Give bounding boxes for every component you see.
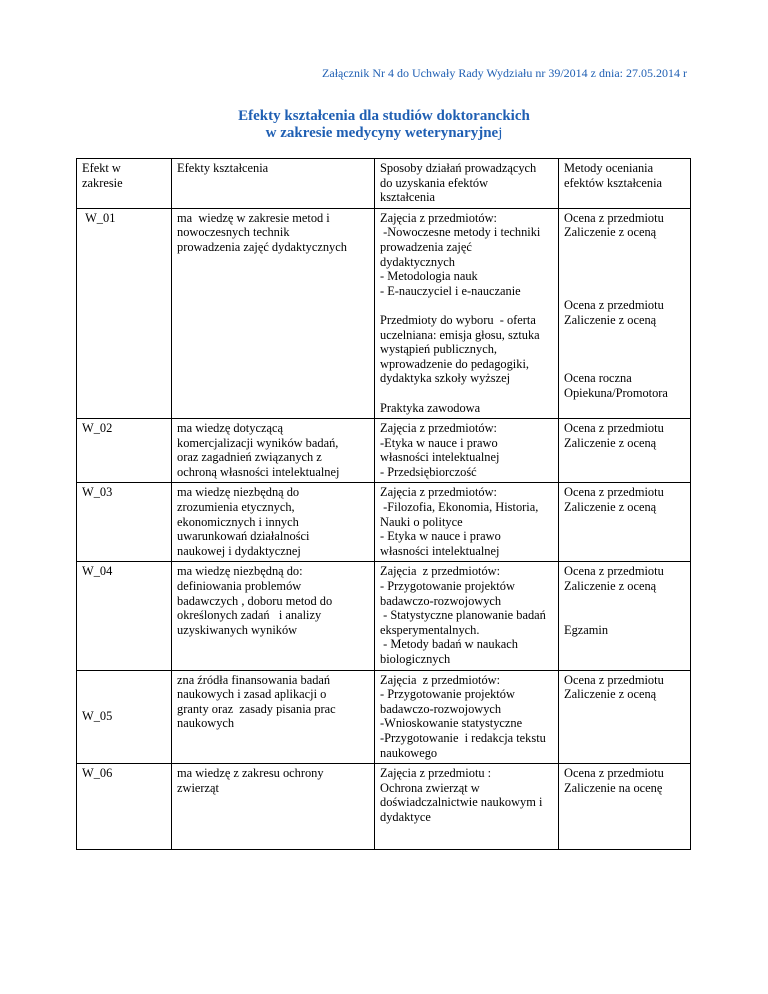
effect-text: ochroną własności intelektualnej xyxy=(177,464,340,479)
methods-text: naukowego xyxy=(380,745,438,760)
assessment-text: Ocena z przedmiotu xyxy=(564,766,664,781)
row-code xyxy=(77,670,172,764)
assessment-text: Ocena z przedmiotu xyxy=(564,672,664,687)
document-title xyxy=(0,108,768,142)
effect-text: ma wiedzę w zakresie metod i xyxy=(177,210,330,225)
table-row xyxy=(77,419,691,483)
table-row xyxy=(77,208,691,418)
assessment-text: Ocena z przedmiotu xyxy=(564,210,664,225)
effect-text: prowadzenia zajęć dydaktycznych xyxy=(177,239,347,254)
methods-text: dydaktyce xyxy=(380,809,431,824)
methods-text: Zajęcia z przedmiotów: xyxy=(380,210,497,225)
effect-text: zrozumienia etycznych, xyxy=(177,500,295,515)
title-line-1: Efekty kształcenia dla studiów doktoranckich xyxy=(238,108,530,124)
effect-text: ma wiedzę niezbędną do: xyxy=(177,564,303,579)
methods-text: uczelniana: emisja głosu, sztuka xyxy=(380,327,540,342)
row-effect xyxy=(172,562,375,670)
methods-text: Zajęcia z przedmiotów: xyxy=(380,421,497,436)
assessment-text: Egzamin xyxy=(564,622,609,637)
table-row xyxy=(77,764,691,850)
title-line-2 xyxy=(0,125,768,142)
effect-text: naukowej i dydaktycznej xyxy=(177,543,301,558)
table-row xyxy=(77,670,691,764)
effect-text: określonych zadań i analizy xyxy=(177,608,322,623)
header-text: Efekty kształcenia xyxy=(177,161,269,175)
table-row xyxy=(77,562,691,670)
assessment-text: Opiekuna/Promotora xyxy=(564,385,668,400)
methods-text: Praktyka zawodowa xyxy=(380,400,481,415)
methods-text: dydaktycznych xyxy=(380,254,456,269)
header-text: do uzyskania efektów xyxy=(380,175,489,190)
methods-text: -Nowoczesne metody i techniki xyxy=(380,225,541,240)
row-code xyxy=(77,419,172,483)
table-row xyxy=(77,483,691,562)
effect-text: zwierząt xyxy=(177,780,219,795)
methods-text: -Przygotowanie i redakcja tekstu xyxy=(380,730,546,745)
effect-text: uwarunkowań działalności xyxy=(177,529,310,544)
methods-text: Zajęcia z przedmiotu : xyxy=(380,766,492,781)
header-text: Sposoby działań prowadzących xyxy=(380,161,537,175)
methods-text: - Przygotowanie projektów xyxy=(380,579,515,594)
assessment-text: Zaliczenie z oceną xyxy=(564,225,657,240)
assessment-text: Ocena z przedmiotu xyxy=(564,421,664,436)
assessment-text: Ocena z przedmiotu xyxy=(564,564,664,579)
effect-text: oraz zagadnień związanych z xyxy=(177,450,322,465)
effect-text: granty oraz zasady pisania prac xyxy=(177,701,336,716)
effect-text: nowoczesnych technik xyxy=(177,225,290,240)
row-effect xyxy=(172,670,375,764)
row-assessment xyxy=(559,208,691,418)
row-code xyxy=(77,208,172,418)
effect-text: ma wiedzę dotyczącą xyxy=(177,421,283,436)
methods-text: doświadczalnictwie naukowym i xyxy=(380,795,543,810)
methods-text: Ochrona zwierząt w xyxy=(380,780,480,795)
assessment-text: Zaliczenie z oceną xyxy=(564,500,657,515)
effect-text: badawczych , doboru metod do xyxy=(177,593,333,608)
row-methods xyxy=(375,670,559,764)
code-text: W_05 xyxy=(82,709,113,724)
learning-outcomes-table xyxy=(76,158,691,850)
effect-text: ekonomicznych i innych xyxy=(177,514,299,529)
row-methods xyxy=(375,419,559,483)
header-text: zakresie xyxy=(82,175,123,190)
effect-text: ma wiedzę z zakresu ochrony xyxy=(177,766,324,781)
effect-text: naukowych i zasad aplikacji o xyxy=(177,687,327,702)
row-code xyxy=(77,764,172,850)
methods-text: Zajęcia z przedmiotów: xyxy=(380,564,501,579)
header-text: Metody oceniania xyxy=(564,161,654,175)
effect-text: definiowania problemów xyxy=(177,579,302,594)
row-assessment xyxy=(559,764,691,850)
row-methods xyxy=(375,208,559,418)
methods-text: - Metody badań w naukach xyxy=(380,637,518,652)
row-assessment xyxy=(559,562,691,670)
methods-text: - Przedsiębiorczość xyxy=(380,464,477,479)
effect-text: uzyskiwanych wyników xyxy=(177,622,298,637)
row-effect xyxy=(172,483,375,562)
assessment-text: Ocena z przedmiotu xyxy=(564,485,664,500)
title-line-2-tail: j xyxy=(498,125,503,141)
methods-text: Zajęcia z przedmiotów: xyxy=(380,485,497,500)
effect-text: komercjalizacji wyników badań, xyxy=(177,435,339,450)
methods-text: badawczo-rozwojowych xyxy=(380,593,502,608)
title-line-2-main: w zakresie medycyny weterynaryjne xyxy=(265,125,499,141)
attachment-note: Załącznik Nr 4 do Uchwały Rady Wydziału nr 39/2014 z dnia: 27.05.2014 r xyxy=(322,66,687,80)
methods-text: - Etyka w nauce i prawo xyxy=(380,529,501,544)
methods-text: -Etyka w nauce i prawo xyxy=(380,435,498,450)
methods-text: Nauki o polityce xyxy=(380,514,463,529)
effect-text: zna źródła finansowania badań xyxy=(177,672,331,687)
code-text: W_03 xyxy=(82,485,113,500)
assessment-text: Ocena z przedmiotu xyxy=(564,298,664,313)
methods-text: biologicznych xyxy=(380,652,451,666)
methods-text: Zajęcia z przedmiotów: xyxy=(380,672,501,687)
row-effect xyxy=(172,419,375,483)
header-text: kształcenia xyxy=(380,190,436,205)
header-row xyxy=(77,159,691,209)
methods-text: - Statystyczne planowanie badań xyxy=(380,608,546,623)
methods-text: - Metodologia nauk xyxy=(380,269,478,284)
effect-text: ma wiedzę niezbędną do xyxy=(177,485,300,500)
row-code xyxy=(77,562,172,670)
row-assessment xyxy=(559,419,691,483)
assessment-text: Zaliczenie na ocenę xyxy=(564,780,663,795)
code-text: W_01 xyxy=(82,210,116,225)
methods-text: Przedmioty do wyboru - oferta xyxy=(380,312,536,327)
methods-text: własności intelektualnej xyxy=(380,450,500,465)
code-text: W_04 xyxy=(82,564,113,579)
header-cell-methods xyxy=(375,159,559,209)
row-assessment xyxy=(559,483,691,562)
methods-text: -Filozofia, Ekonomia, Historia, xyxy=(380,500,539,515)
methods-text: prowadzenia zajęć xyxy=(380,239,472,254)
methods-text: eksperymentalnych. xyxy=(380,622,480,637)
row-effect xyxy=(172,208,375,418)
assessment-text: Zaliczenie z oceną xyxy=(564,579,657,594)
effect-text: naukowych xyxy=(177,716,235,731)
assessment-text: Zaliczenie z oceną xyxy=(564,435,657,450)
assessment-text: Ocena roczna xyxy=(564,371,632,386)
methods-text: -Wnioskowanie statystyczne xyxy=(380,716,523,731)
methods-text: wprowadzenie do pedagogiki, xyxy=(380,356,529,371)
methods-text: - E-nauczyciel i e-nauczanie xyxy=(380,283,521,298)
header-text: efektów kształcenia xyxy=(564,175,663,190)
row-code xyxy=(77,483,172,562)
methods-text: dydaktyka szkoły wyższej xyxy=(380,371,511,386)
assessment-text: Zaliczenie z oceną xyxy=(564,312,657,327)
header-cell-code xyxy=(77,159,172,209)
methods-text: - Przygotowanie projektów xyxy=(380,687,515,702)
row-effect xyxy=(172,764,375,850)
row-methods xyxy=(375,764,559,850)
header-cell-effects xyxy=(172,159,375,209)
row-assessment xyxy=(559,670,691,764)
header-cell-assessment xyxy=(559,159,691,209)
row-methods xyxy=(375,483,559,562)
methods-text: badawczo-rozwojowych xyxy=(380,701,502,716)
assessment-text: Zaliczenie z oceną xyxy=(564,687,657,702)
methods-text: wystąpień publicznych, xyxy=(380,342,497,357)
header-text: Efekt w xyxy=(82,161,121,175)
code-text: W_02 xyxy=(82,421,113,436)
row-methods xyxy=(375,562,559,670)
methods-text: własności intelektualnej xyxy=(380,543,500,558)
code-text: W_06 xyxy=(82,766,113,781)
